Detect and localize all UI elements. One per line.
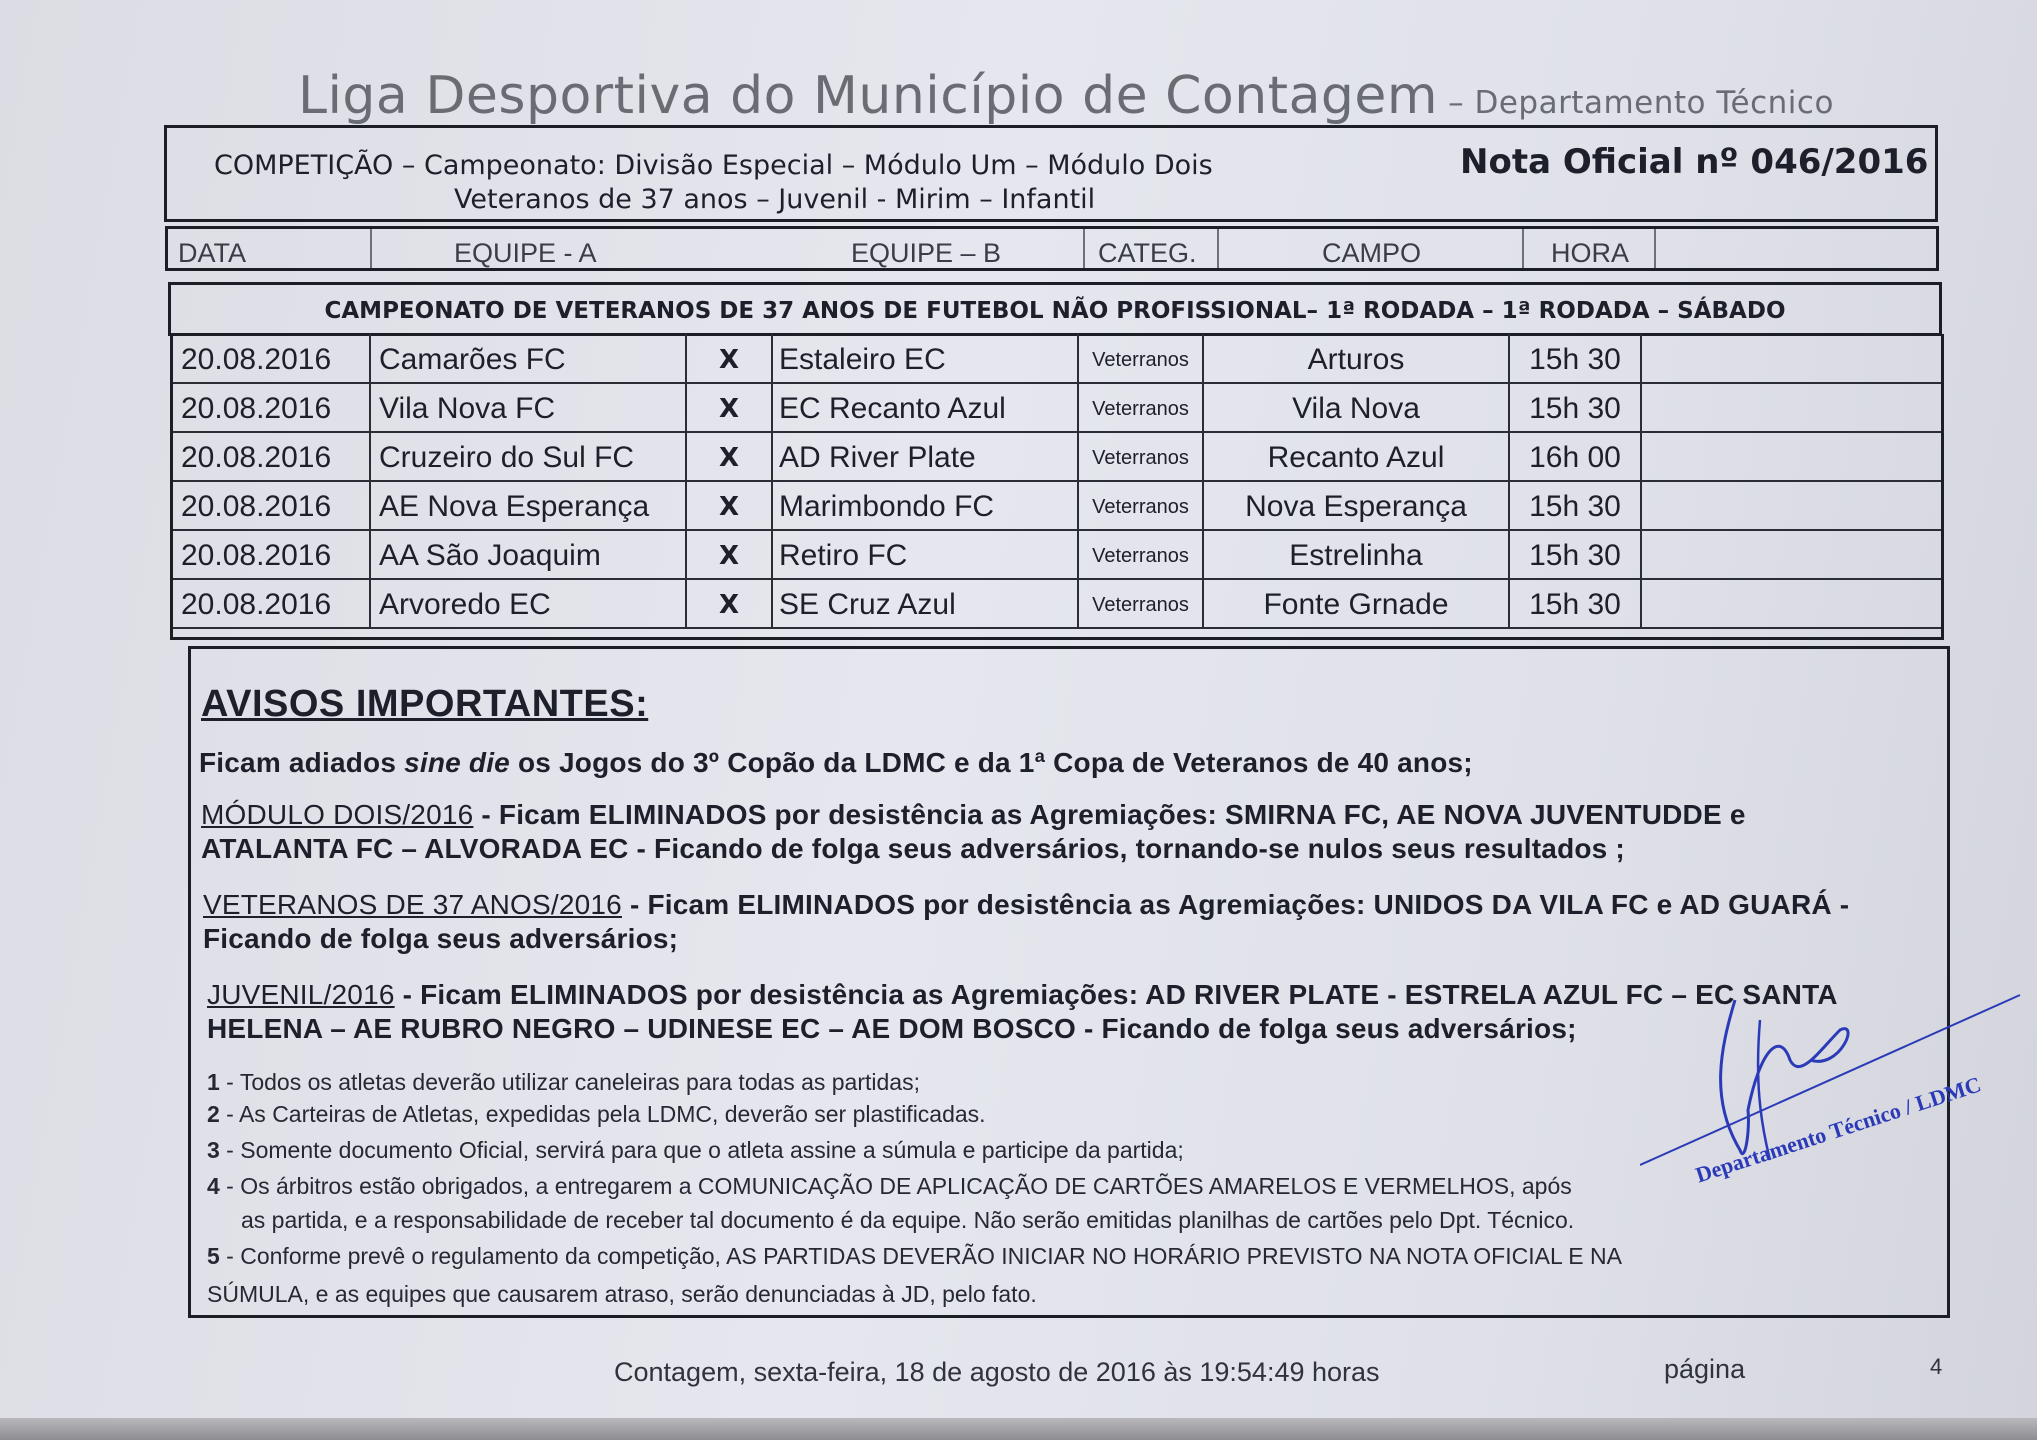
table-cell — [773, 481, 1079, 529]
table-cell — [1510, 481, 1642, 529]
team-a-name: AE Nova Esperança — [379, 490, 650, 523]
team-a-name: AA São Joaquim — [379, 539, 601, 572]
table-cell — [173, 530, 371, 578]
team-b-name: SE Cruz Azul — [779, 588, 956, 621]
notices-heading: AVISOS IMPORTANTES: — [201, 683, 649, 725]
table-cell — [773, 432, 1079, 480]
department-stamp-signature — [1640, 990, 2037, 1190]
rule-1 — [207, 1069, 920, 1096]
category-label: Veterranos — [1092, 349, 1189, 371]
veteranos-label: VETERANOS DE 37 ANOS/2016 — [203, 889, 622, 920]
kickoff-time: 16h 00 — [1529, 441, 1621, 474]
rule-2 — [207, 1101, 986, 1128]
field-name: Fonte Grnade — [1263, 588, 1449, 621]
table-cell — [773, 334, 1079, 382]
empty-notes-cell — [1642, 383, 1941, 431]
game-date: 20.08.2016 — [181, 392, 332, 425]
league-name: Liga Desportiva do Município de Contagem — [298, 66, 1439, 126]
rule-5-line-1 — [207, 1243, 1622, 1270]
kickoff-time: 15h 30 — [1529, 539, 1621, 572]
category-label: Veterranos — [1092, 398, 1189, 420]
empty-notes-cell — [1642, 334, 1941, 382]
versus-mark: X — [718, 590, 740, 620]
table-cell — [173, 432, 371, 480]
field-name: Recanto Azul — [1267, 441, 1445, 474]
table-cell — [773, 383, 1079, 431]
modulo-dois-notice-line-2: ATALANTA FC – ALVORADA EC - Ficando de folga seus adversários, tornando-se nulos seus resultados ; — [201, 833, 1625, 864]
category-label: Veterranos — [1092, 545, 1189, 567]
table-row — [173, 481, 1941, 531]
category-label: Veterranos — [1092, 594, 1189, 616]
juvenil-label: JUVENIL/2016 — [207, 979, 395, 1010]
juvenil-notice-line-2: HELENA – AE RUBRO NEGRO – UDINESE EC – AE DOM BOSCO - Ficando de folga seus adversários; — [207, 1013, 1577, 1044]
rule-text: - Os árbitros estão obrigados, a entregarem a COMUNICAÇÃO DE APLICAÇÃO DE CARTÕES AMARELOS E VERMELHOS, após — [219, 1173, 1572, 1199]
table-cell — [1204, 432, 1510, 480]
table-cell — [1510, 579, 1642, 627]
game-date: 20.08.2016 — [181, 490, 332, 523]
footer-page-number: 4 — [1930, 1354, 1943, 1379]
table-cell — [1079, 579, 1204, 627]
rule-3 — [207, 1137, 1184, 1164]
table-cell — [173, 383, 371, 431]
table-cell — [1510, 530, 1642, 578]
table-cell — [371, 383, 687, 431]
table-cell — [173, 481, 371, 529]
rule-number: 3 — [207, 1137, 220, 1163]
table-cell — [1510, 432, 1642, 480]
col-divider — [370, 229, 372, 268]
postponed-notice — [199, 747, 1473, 779]
veteranos-text: - Ficam ELIMINADOS por desistência as Agremiações: UNIDOS DA VILA FC e AD GUARÁ - — [621, 889, 1850, 920]
field-name: Arturos — [1307, 343, 1405, 376]
table-row — [173, 383, 1941, 433]
table-cell — [773, 530, 1079, 578]
table-row — [173, 530, 1941, 580]
kickoff-time: 15h 30 — [1529, 588, 1621, 621]
col-divider — [1083, 229, 1085, 268]
table-cell — [687, 383, 773, 431]
team-b-name: Retiro FC — [779, 539, 908, 572]
table-cell — [1204, 383, 1510, 431]
juvenil-notice-line-1 — [207, 979, 1838, 1011]
team-b-name: Marimbondo FC — [779, 490, 995, 523]
table-cell — [173, 579, 371, 627]
table-cell — [1079, 334, 1204, 382]
table-cell — [773, 579, 1079, 627]
table-cell — [1204, 334, 1510, 382]
col-divider — [1654, 229, 1656, 268]
team-b-name: Estaleiro EC — [779, 343, 946, 376]
kickoff-time: 15h 30 — [1529, 490, 1621, 523]
kickoff-time: 15h 30 — [1529, 392, 1621, 425]
table-row — [173, 334, 1941, 384]
table-row — [173, 432, 1941, 482]
rule-number: 5 — [207, 1243, 220, 1269]
rule-text: - As Carteiras de Atletas, expedidas pela LDMC, deverão ser plastificadas. — [219, 1101, 986, 1127]
kickoff-time: 15h 30 — [1529, 343, 1621, 376]
team-a-name: Camarões FC — [379, 343, 566, 376]
rule-text: - Todos os atletas deverão utilizar caneleiras para todas as partidas; — [219, 1069, 920, 1095]
table-cell — [371, 432, 687, 480]
rule-number: 4 — [207, 1173, 220, 1199]
team-a-name: Arvoredo EC — [379, 588, 551, 621]
game-date: 20.08.2016 — [181, 343, 332, 376]
category-label: Veterranos — [1092, 496, 1189, 518]
versus-mark: X — [718, 443, 740, 473]
col-categ: CATEG. — [1098, 238, 1197, 268]
page-edge-shadow — [0, 1418, 2037, 1440]
table-cell — [687, 481, 773, 529]
footer-dateline: Contagem, sexta-feira, 18 de agosto de 2016 às 19:54:49 horas — [614, 1357, 1380, 1387]
col-campo: CAMPO — [1322, 238, 1422, 268]
table-cell — [1204, 481, 1510, 529]
empty-notes-cell — [1642, 579, 1941, 627]
document-title — [298, 66, 1834, 126]
empty-notes-cell — [1642, 481, 1941, 529]
col-equipe-a: EQUIPE - A — [454, 238, 597, 268]
versus-mark: X — [718, 541, 740, 571]
column-header-row — [165, 226, 1939, 271]
game-date: 20.08.2016 — [181, 441, 332, 474]
versus-mark: X — [718, 492, 740, 522]
table-cell — [687, 334, 773, 382]
table-cell — [173, 334, 371, 382]
veteranos-notice-line-1 — [203, 889, 1849, 921]
empty-notes-cell — [1642, 530, 1941, 578]
table-cell — [1079, 432, 1204, 480]
rule-4-line-1 — [207, 1173, 1572, 1200]
col-hora: HORA — [1551, 238, 1630, 268]
empty-notes-cell — [1642, 432, 1941, 480]
table-cell — [687, 432, 773, 480]
modulo-dois-label: MÓDULO DOIS/2016 — [201, 799, 474, 830]
field-name: Estrelinha — [1289, 539, 1423, 572]
round-title-box — [168, 282, 1942, 336]
table-cell — [371, 530, 687, 578]
col-divider — [1522, 229, 1524, 268]
team-b-name: EC Recanto Azul — [779, 392, 1006, 425]
table-cell — [1204, 530, 1510, 578]
rule-number: 1 — [207, 1069, 220, 1095]
rule-5-line-2: SÚMULA, e as equipes que causarem atraso, serão denunciadas à JD, pelo fato. — [207, 1281, 1037, 1307]
table-cell — [371, 481, 687, 529]
category-label: Veterranos — [1092, 447, 1189, 469]
table-cell — [1204, 579, 1510, 627]
postponed-text-b: os Jogos do 3º Copão da LDMC e da 1ª Copa de Veteranos de 40 anos; — [509, 747, 1473, 778]
game-date: 20.08.2016 — [181, 539, 332, 572]
team-a-name: Vila Nova FC — [379, 392, 556, 425]
table-cell — [687, 579, 773, 627]
col-equipe-b: EQUIPE – B — [851, 238, 1002, 268]
postponed-text-a: Ficam adiados — [199, 747, 405, 778]
round-title: CAMPEONATO DE VETERANOS DE 37 ANOS DE FUTEBOL NÃO PROFISSIONAL– 1ª RODADA – 1ª RODADA – SÁBADO — [324, 298, 1786, 324]
field-name: Nova Esperança — [1245, 490, 1467, 523]
rule-4-line-2: as partida, e a responsabilidade de receber tal documento é da equipe. Não serão emitidas planilhas de cartões pelo Dpt. Técnico. — [241, 1207, 1575, 1233]
notices-box — [188, 646, 1950, 1318]
team-b-name: AD River Plate — [779, 441, 976, 474]
col-divider — [1217, 229, 1219, 268]
table-cell — [1079, 530, 1204, 578]
table-cell — [1079, 383, 1204, 431]
rule-text: - Somente documento Oficial, servirá para que o atleta assine a súmula e participe da partida; — [219, 1137, 1184, 1163]
modulo-dois-text: - Ficam ELIMINADOS por desistência as Agremiações: SMIRNA FC, AE NOVA JUVENTUDDE e — [473, 799, 1746, 830]
postponed-emphasis: sine die — [404, 747, 510, 778]
table-cell — [371, 334, 687, 382]
competition-line-1: COMPETIÇÃO – Campeonato: Divisão Especial – Módulo Um – Módulo Dois — [214, 150, 1213, 181]
field-name: Vila Nova — [1292, 392, 1420, 425]
modulo-dois-notice-line-1 — [201, 799, 1746, 831]
games-table — [170, 334, 1944, 640]
table-cell — [687, 530, 773, 578]
table-cell — [1510, 334, 1642, 382]
rule-number: 2 — [207, 1101, 220, 1127]
official-note-number: Nota Oficial nº 046/2016 — [1460, 142, 1929, 182]
competition-line-2: Veteranos de 37 anos – Juvenil - Mirim – Infantil — [454, 184, 1096, 215]
col-data: DATA — [178, 238, 247, 268]
team-a-name: Cruzeiro do Sul FC — [379, 441, 635, 474]
competition-box — [164, 125, 1938, 222]
table-row — [173, 579, 1941, 629]
department-subtitle: – Departamento Técnico — [1448, 85, 1834, 121]
juvenil-text: - Ficam ELIMINADOS por desistência as Agremiações: AD RIVER PLATE - ESTRELA AZUL FC – EC SANTA — [394, 979, 1838, 1010]
rule-text: - Conforme prevê o regulamento da competição, AS PARTIDAS DEVERÃO INICIAR NO HORÁRIO PREVISTO NA NOTA OFICIAL E NA — [219, 1243, 1622, 1269]
versus-mark: X — [718, 394, 740, 424]
game-date: 20.08.2016 — [181, 588, 332, 621]
table-cell — [1079, 481, 1204, 529]
stamp-text: Departamento Técnico / LDMC — [1692, 1071, 1984, 1188]
versus-mark: X — [718, 345, 740, 375]
table-cell — [1510, 383, 1642, 431]
footer-page-label: página — [1664, 1354, 1746, 1384]
veteranos-notice-line-2: Ficando de folga seus adversários; — [203, 923, 679, 954]
table-cell — [371, 579, 687, 627]
